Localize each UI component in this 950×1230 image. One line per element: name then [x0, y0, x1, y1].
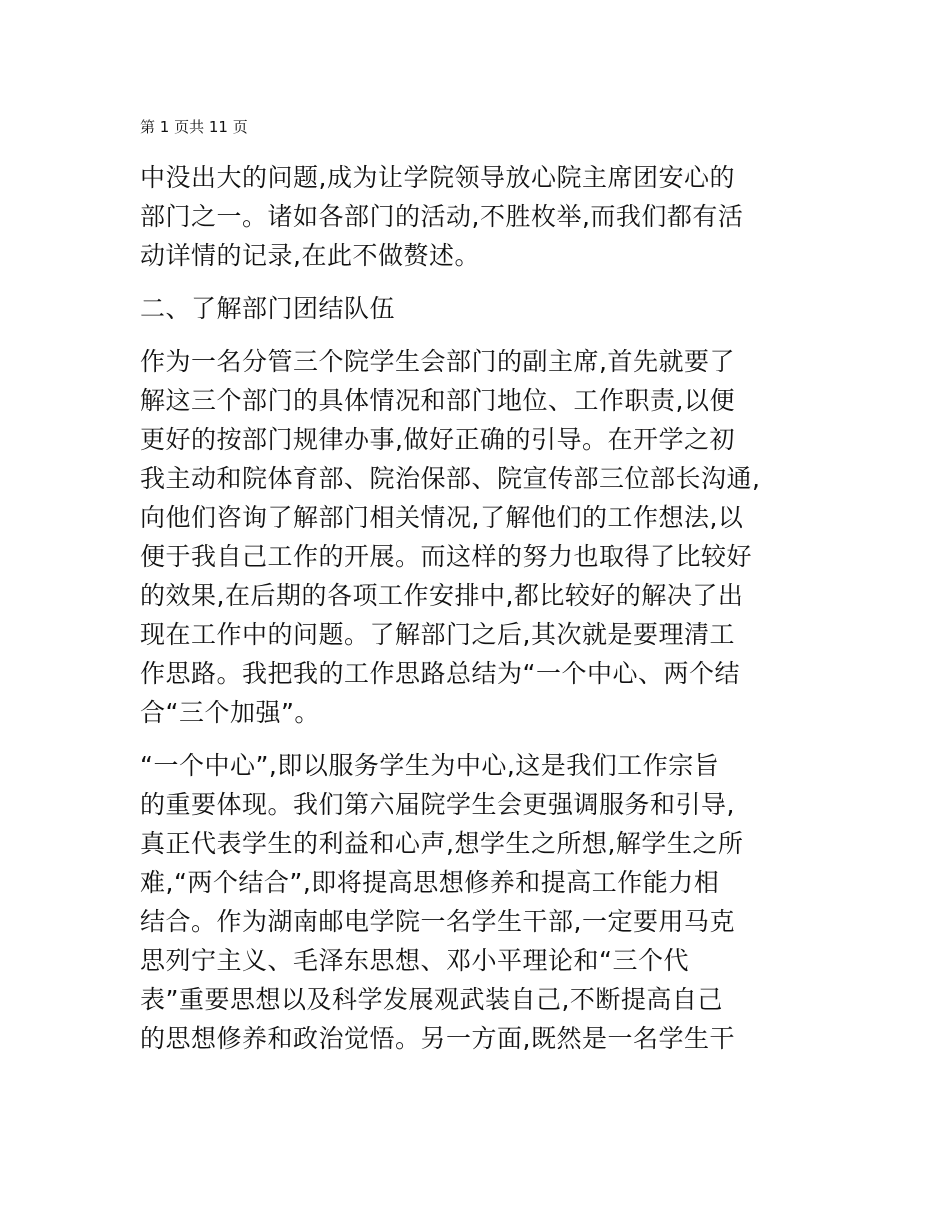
text-line: 作思路。我把我的工作思路总结为“一个中心、两个结 — [140, 659, 740, 688]
text-line: 现在工作中的问题。了解部门之后,其次就是要理清工 — [140, 620, 735, 649]
text-line: 动详情的记录,在此不做赘述。 — [140, 241, 480, 270]
text-line: 解这三个部门的具体情况和部门地位、工作职责,以便 — [140, 386, 735, 415]
text-line: 二、了解部门团结队伍 — [140, 294, 396, 323]
paragraph-spacer — [140, 732, 830, 746]
text-line: 的重要体现。我们第六届院学生会更强调服务和引导, — [140, 790, 735, 819]
text-line: 向他们咨询了解部门相关情况,了解他们的工作想法,以 — [140, 503, 744, 532]
paragraph-spacer — [140, 275, 830, 289]
paragraph — [140, 158, 830, 275]
paragraph-spacer — [140, 328, 830, 342]
text-line: 便于我自己工作的开展。而这样的努力也取得了比较好 — [140, 542, 753, 571]
paragraph — [140, 342, 830, 732]
text-line: 真正代表学生的利益和心声,想学生之所想,解学生之所 — [140, 829, 744, 858]
text-line: 部门之一。诸如各部门的活动,不胜枚举,而我们都有活 — [140, 202, 744, 231]
text-line: 更好的按部门规律办事,做好正确的引导。在开学之初 — [140, 425, 735, 454]
text-line: 合“三个加强”。 — [140, 698, 320, 727]
text-line: 中没出大的问题,成为让学院领导放心院主席团安心的 — [140, 163, 735, 192]
text-line: 作为一名分管三个院学生会部门的副主席,首先就要了 — [140, 347, 735, 376]
document-body — [140, 158, 830, 1058]
page-indicator: 第 1 页共 11 页 — [140, 118, 248, 136]
text-line: “一个中心”,即以服务学生为中心,这是我们工作宗旨 — [140, 751, 720, 780]
paragraph — [140, 746, 830, 1058]
section-heading — [140, 289, 830, 328]
text-line: 的思想修养和政治觉悟。另一方面,既然是一名学生干 — [140, 1024, 735, 1053]
text-line: 结合。作为湖南邮电学院一名学生干部,一定要用马克 — [140, 907, 735, 936]
text-line: 难,“两个结合”,即将提高思想修养和提高工作能力相 — [140, 868, 720, 897]
text-line: 的效果,在后期的各项工作安排中,都比较好的解决了出 — [140, 581, 744, 610]
text-line: 思列宁主义、毛泽东思想、邓小平理论和“三个代 — [140, 946, 689, 975]
text-line: 我主动和院体育部、院治保部、院宣传部三位部长沟通, — [140, 464, 761, 493]
text-line: 表”重要思想以及科学发展观武装自己,不断提高自己 — [140, 985, 723, 1014]
